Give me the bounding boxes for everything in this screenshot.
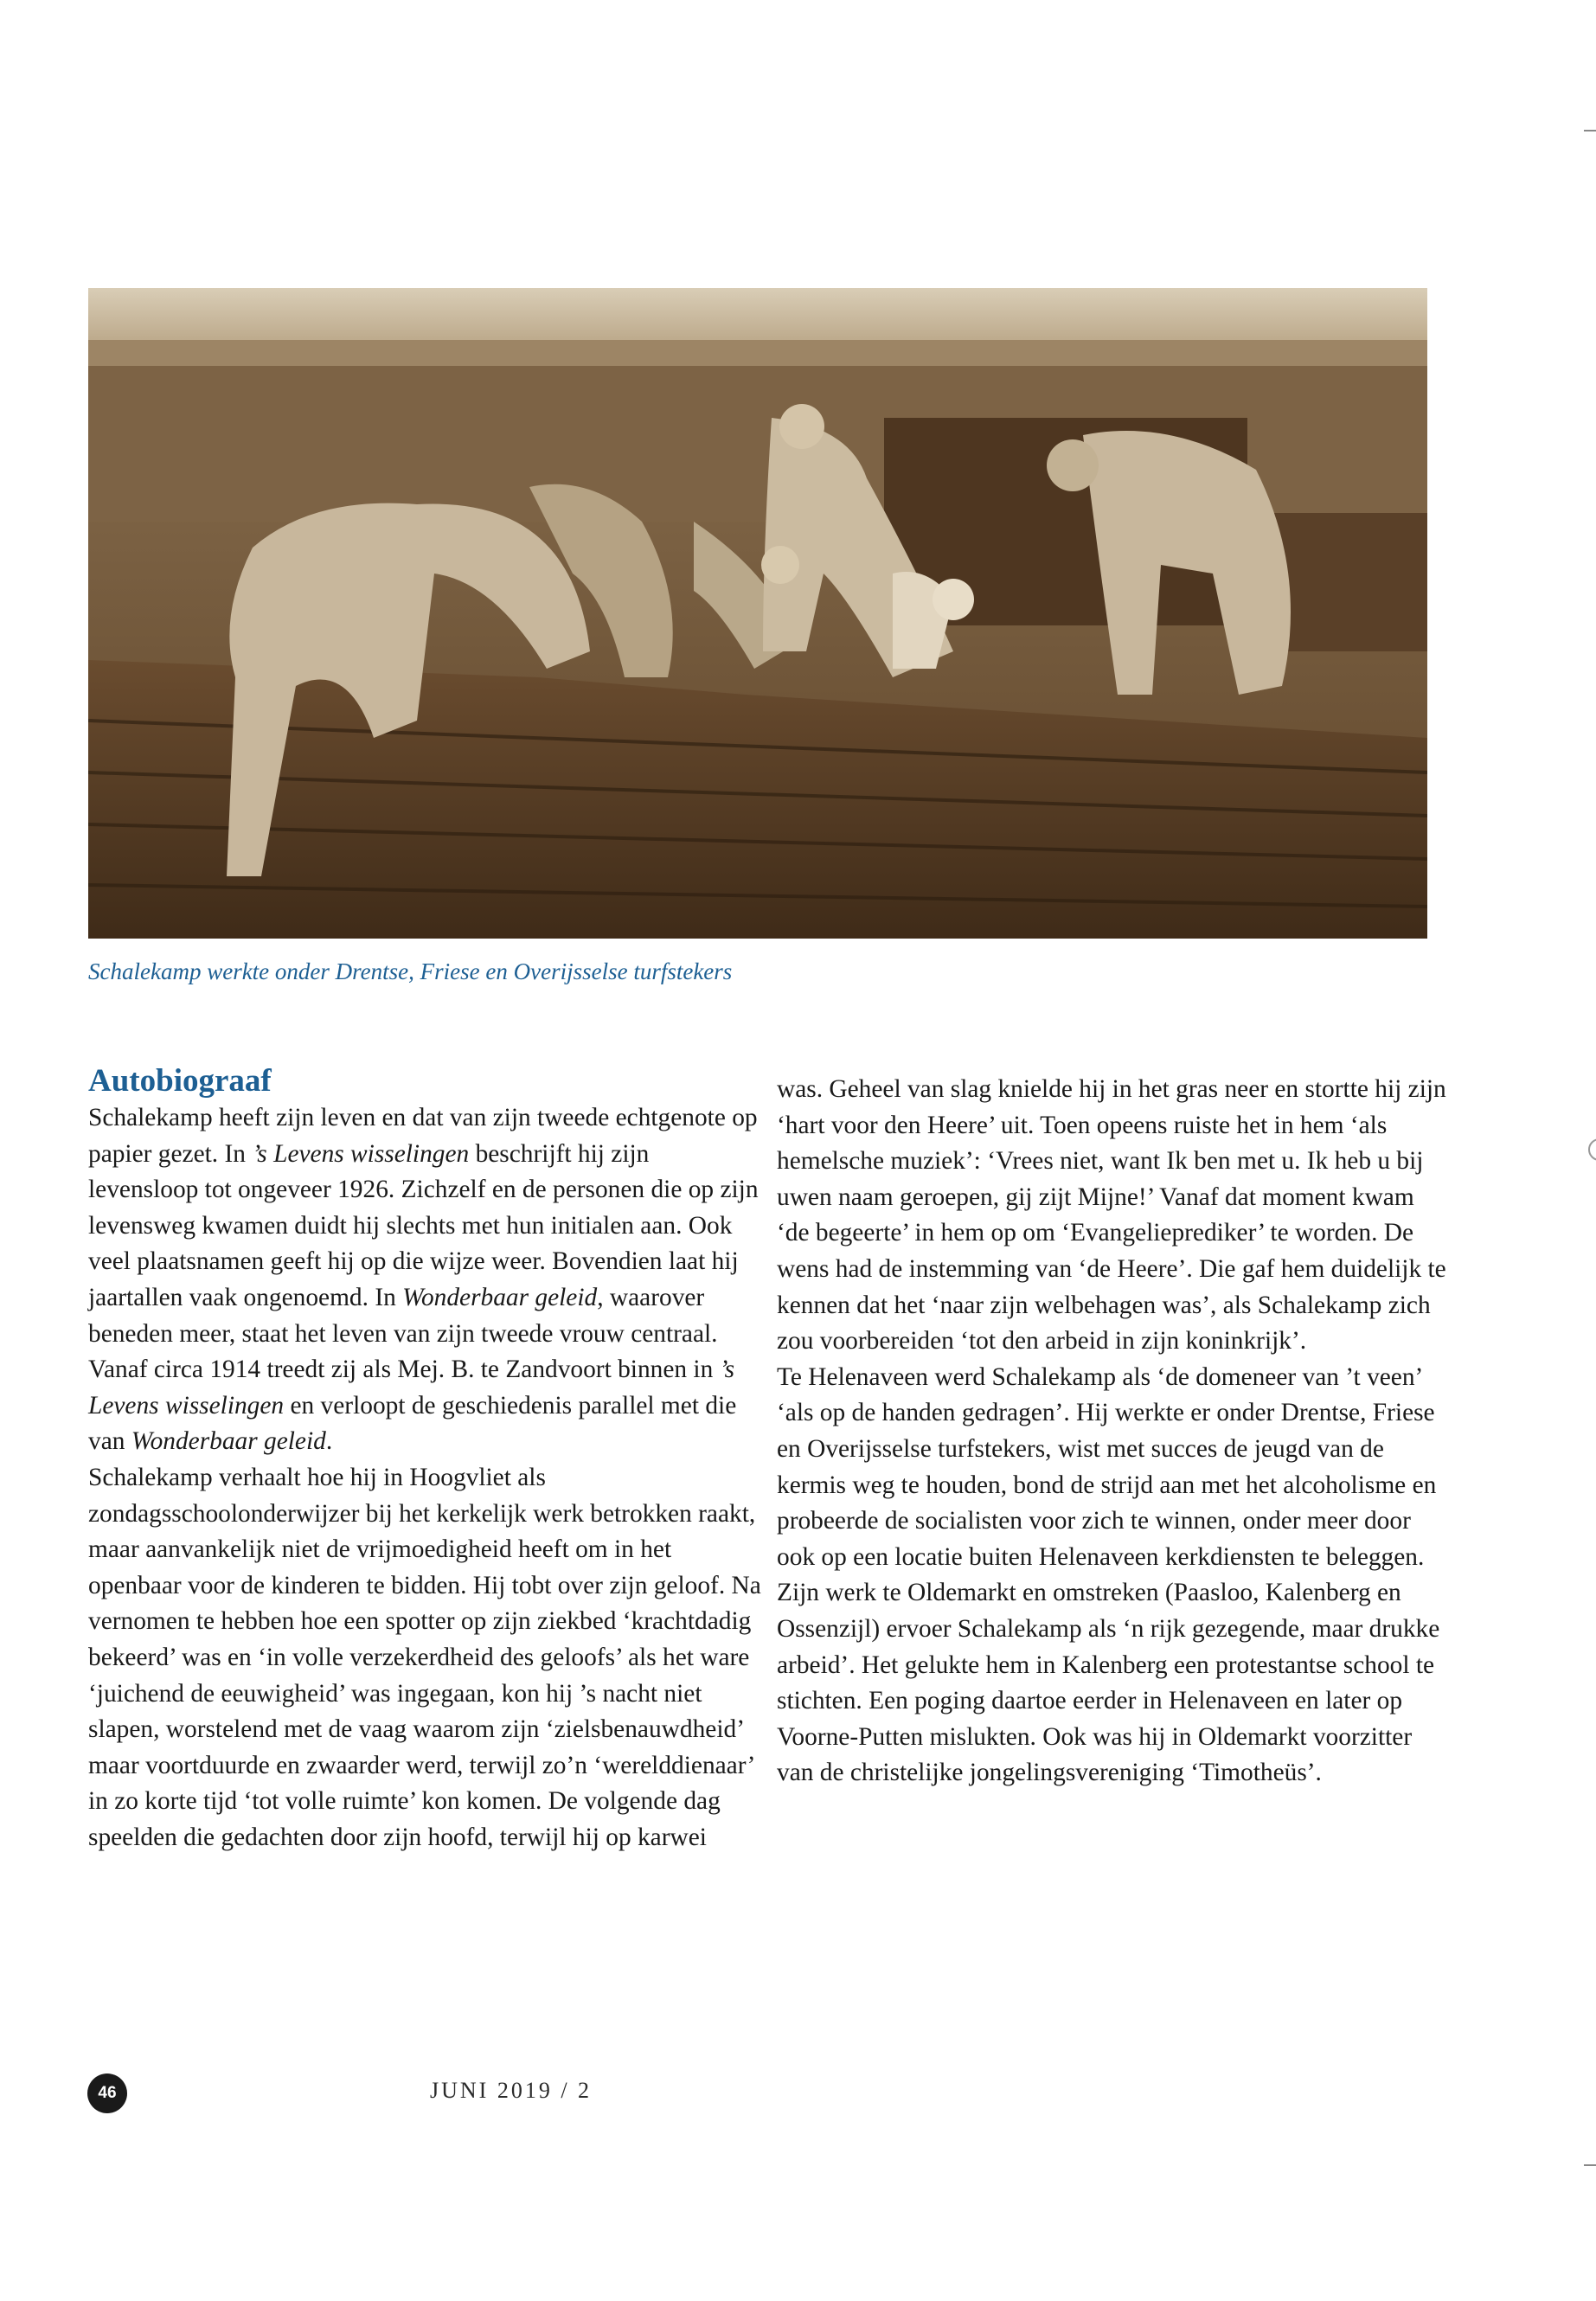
paragraph xyxy=(88,1100,763,1460)
book-title: Wonderbaar geleid xyxy=(131,1427,326,1456)
text-run: beschrijft hij zijn levensloop tot ongeveer 1926. Zichzelf en de personen die op zijn levensweg kwamen duidt hij slechts met hun initialen aan. Ook veel plaatsnamen geeft hij op die wijze weer. Bovendien laat hij jaartallen vaak ongenoemd. In xyxy=(88,1139,759,1311)
registration-mark xyxy=(1588,1138,1596,1161)
sepia-photo-illustration xyxy=(88,288,1427,939)
book-title: ’s Levens wisselingen xyxy=(88,1356,735,1420)
text-run: en verloopt de geschiedenis parallel met die van xyxy=(88,1391,737,1456)
issue-label: JUNI 2019 / 2 xyxy=(430,2078,593,2103)
photo-caption: Schalekamp werkte onder Drentse, Friese en Overijsselse turfstekers xyxy=(88,958,733,984)
page-number-badge: 46 xyxy=(87,2073,127,2113)
paragraph: Schalekamp verhaalt hoe hij in Hoogvliet als zondagsschoolonderwijzer bij het kerkelijk werk betrokken raakt, maar aanvankelijk niet de vrijmoedigheid heeft om in het openbaar voor de kinderen te bidden. Hij tobt over zijn geloof. Na vernomen te hebben hoe een spotter op zijn ziekbed ‘krachtdadig bekeerd’ was en ‘in volle verzekerdheid des geloofs’ als het ware ‘juichend de eeuwigheid’ was ingegaan, kon hij ’s nacht niet slapen, worstelend met de vaag waarom zijn ‘zielsbenauwdheid’ maar voortduurde en zwaarder werd, terwijl zo’n ‘werelddienaar’ in zo korte tijd ‘tot volle ruimte’ kon komen. De volgende dag speelden die gedachten door zijn hoofd, terwijl hij op karwei xyxy=(88,1463,761,1851)
article-right-column xyxy=(777,1072,1452,1791)
article-left-column xyxy=(88,1062,763,1856)
book-title: ’s Levens wisselingen xyxy=(252,1139,470,1168)
text-run: Schalekamp heeft zijn leven en dat van zijn tweede echtgenote op papier gezet. In xyxy=(88,1104,758,1168)
crop-mark xyxy=(1584,2164,1596,2166)
section-heading: Autobiograaf xyxy=(88,1063,272,1099)
book-title: Wonderbaar geleid xyxy=(402,1283,598,1311)
text-run: , waarover beneden meer, staat het leven van zijn tweede vrouw centraal. Vanaf circa 1914 treedt zij als Mej. B. te Zandvoort binnen in xyxy=(88,1283,720,1384)
text-run: . xyxy=(325,1427,333,1456)
crop-mark xyxy=(1584,130,1596,131)
paragraph: Zijn werk te Oldemarkt en omstreken (Paasloo, Kalenberg en Ossenzijl) ervoer Schalekamp als ‘n rijk gezegende, maar drukke arbeid’. Het gelukte hem in Kalenberg een protestantse school te stichten. Een poging daartoe eerder in Helenaveen en later op Voorne-Putten mislukten. Ook was hij in Oldemarkt voorzitter van de christelijke jongelingsvereniging ‘Timotheüs’. xyxy=(777,1579,1440,1787)
paragraph: Te Helenaveen werd Schalekamp als ‘de domeneer van ’t veen’ ‘als op de handen gedragen’. Hij werkte er onder Drentse, Friese en Overijsselse turfstekers, wist met succes de jeugd van de kermis weg te houden, bond de strijd aan met het alcoholisme en probeerde de socialisten voor zich te winnen, onder meer door ook op een locatie buiten Helenaveen kerkdiensten te beleggen. xyxy=(777,1362,1437,1571)
paragraph: was. Geheel van slag knielde hij in het gras neer en stortte hij zijn ‘hart voor den Heere’ uit. Toen opeens ruiste het in hem ‘als hemelsche muziek’: ‘Vrees niet, want Ik ben met u. Ik heb u bij uwen naam geroepen, gij zijt Mijne!’ Vanaf dat moment kwam ‘de begeerte’ in hem op om ‘Evangelieprediker’ te worden. De wens had de instemming van ‘de Heere’. Die gaf hem duidelijk te kennen dat het ‘naar zijn welbehagen was’, als Schalekamp zich zou voorbereiden ‘tot den arbeid in zijn koninkrijk’. xyxy=(777,1075,1446,1356)
peat-cutters-photo xyxy=(88,288,1427,939)
